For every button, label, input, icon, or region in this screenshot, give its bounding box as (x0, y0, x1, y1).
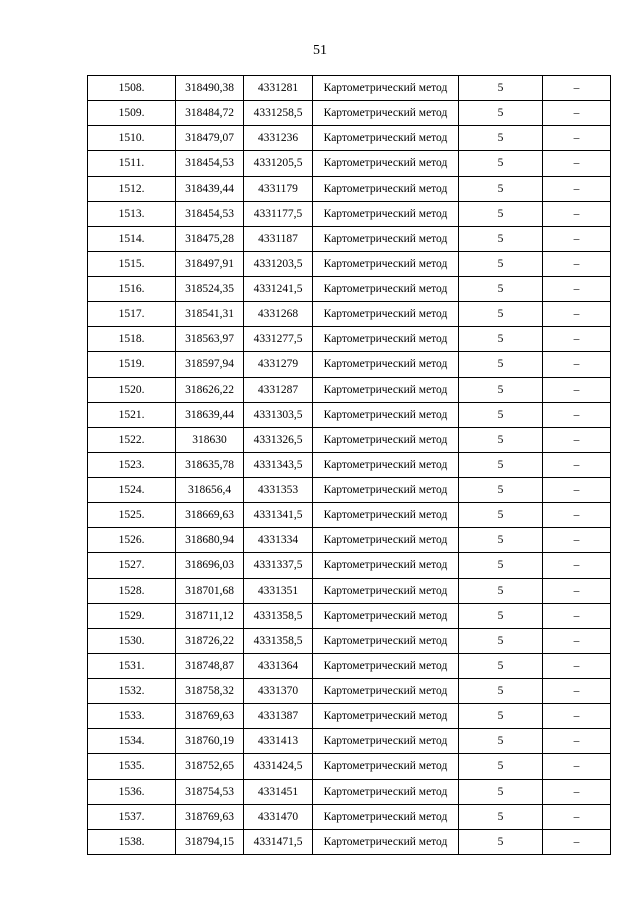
method-cell: Картометрический метод (313, 628, 459, 653)
coordinate-y-cell: 4331387 (244, 704, 313, 729)
note-cell: – (543, 704, 611, 729)
coordinate-x-cell: 318475,28 (176, 226, 244, 251)
table-row (88, 402, 611, 427)
note-cell: – (543, 176, 611, 201)
method-cell: Картометрический метод (313, 427, 459, 452)
note-cell: – (543, 126, 611, 151)
coordinate-x-cell: 318748,87 (176, 653, 244, 678)
accuracy-cell: 5 (459, 126, 543, 151)
coordinate-x-cell: 318497,91 (176, 251, 244, 276)
method-cell: Картометрический метод (313, 402, 459, 427)
table-row (88, 101, 611, 126)
coordinate-y-cell: 4331370 (244, 679, 313, 704)
accuracy-cell: 5 (459, 251, 543, 276)
coordinate-y-cell: 4331413 (244, 729, 313, 754)
method-cell: Картометрический метод (313, 754, 459, 779)
accuracy-cell: 5 (459, 352, 543, 377)
coordinate-x-cell: 318479,07 (176, 126, 244, 151)
note-cell: – (543, 101, 611, 126)
method-cell: Картометрический метод (313, 553, 459, 578)
coordinate-y-cell: 4331187 (244, 226, 313, 251)
method-cell: Картометрический метод (313, 679, 459, 704)
point-number-cell: 1520. (88, 377, 176, 402)
accuracy-cell: 5 (459, 427, 543, 452)
method-cell: Картометрический метод (313, 101, 459, 126)
accuracy-cell: 5 (459, 452, 543, 477)
coordinate-x-cell: 318680,94 (176, 528, 244, 553)
note-cell: – (543, 478, 611, 503)
table-row (88, 226, 611, 251)
table-row (88, 478, 611, 503)
table-row (88, 277, 611, 302)
coordinate-y-cell: 4331326,5 (244, 427, 313, 452)
method-cell: Картометрический метод (313, 452, 459, 477)
method-cell: Картометрический метод (313, 277, 459, 302)
point-number-cell: 1513. (88, 201, 176, 226)
coordinate-y-cell: 4331337,5 (244, 553, 313, 578)
coordinate-y-cell: 4331358,5 (244, 603, 313, 628)
coordinate-y-cell: 4331203,5 (244, 251, 313, 276)
coordinate-y-cell: 4331205,5 (244, 151, 313, 176)
table-row (88, 729, 611, 754)
note-cell: – (543, 151, 611, 176)
accuracy-cell: 5 (459, 804, 543, 829)
point-number-cell: 1524. (88, 478, 176, 503)
table-row (88, 528, 611, 553)
coordinate-x-cell: 318639,44 (176, 402, 244, 427)
note-cell: – (543, 226, 611, 251)
coordinate-x-cell: 318701,68 (176, 578, 244, 603)
coordinate-x-cell: 318439,44 (176, 176, 244, 201)
table-row (88, 377, 611, 402)
coordinate-x-cell: 318541,31 (176, 302, 244, 327)
point-number-cell: 1538. (88, 829, 176, 854)
coordinate-y-cell: 4331179 (244, 176, 313, 201)
accuracy-cell: 5 (459, 553, 543, 578)
accuracy-cell: 5 (459, 829, 543, 854)
coordinate-x-cell: 318563,97 (176, 327, 244, 352)
point-number-cell: 1519. (88, 352, 176, 377)
note-cell: – (543, 528, 611, 553)
note-cell: – (543, 804, 611, 829)
method-cell: Картометрический метод (313, 251, 459, 276)
note-cell: – (543, 829, 611, 854)
note-cell: – (543, 679, 611, 704)
table-body (88, 76, 611, 855)
point-number-cell: 1534. (88, 729, 176, 754)
method-cell: Картометрический метод (313, 779, 459, 804)
coordinate-x-cell: 318711,12 (176, 603, 244, 628)
note-cell: – (543, 653, 611, 678)
method-cell: Картометрический метод (313, 528, 459, 553)
coordinate-x-cell: 318794,15 (176, 829, 244, 854)
point-number-cell: 1528. (88, 578, 176, 603)
coordinate-x-cell: 318696,03 (176, 553, 244, 578)
coordinate-y-cell: 4331351 (244, 578, 313, 603)
accuracy-cell: 5 (459, 76, 543, 101)
table-row (88, 804, 611, 829)
note-cell: – (543, 327, 611, 352)
coordinate-x-cell: 318760,19 (176, 729, 244, 754)
table-row (88, 251, 611, 276)
note-cell: – (543, 452, 611, 477)
point-number-cell: 1508. (88, 76, 176, 101)
point-number-cell: 1515. (88, 251, 176, 276)
method-cell: Картометрический метод (313, 352, 459, 377)
note-cell: – (543, 754, 611, 779)
table-row (88, 653, 611, 678)
table-row (88, 603, 611, 628)
method-cell: Картометрический метод (313, 704, 459, 729)
accuracy-cell: 5 (459, 478, 543, 503)
note-cell: – (543, 302, 611, 327)
coordinate-x-cell: 318454,53 (176, 201, 244, 226)
note-cell: – (543, 352, 611, 377)
method-cell: Картометрический метод (313, 151, 459, 176)
accuracy-cell: 5 (459, 176, 543, 201)
table-row (88, 151, 611, 176)
point-number-cell: 1530. (88, 628, 176, 653)
method-cell: Картометрический метод (313, 804, 459, 829)
coordinate-y-cell: 4331364 (244, 653, 313, 678)
coordinate-y-cell: 4331424,5 (244, 754, 313, 779)
accuracy-cell: 5 (459, 226, 543, 251)
accuracy-cell: 5 (459, 628, 543, 653)
point-number-cell: 1514. (88, 226, 176, 251)
coordinate-y-cell: 4331268 (244, 302, 313, 327)
note-cell: – (543, 729, 611, 754)
coordinate-x-cell: 318752,65 (176, 754, 244, 779)
method-cell: Картометрический метод (313, 126, 459, 151)
note-cell: – (543, 76, 611, 101)
coordinate-x-cell: 318630 (176, 427, 244, 452)
coordinate-y-cell: 4331341,5 (244, 503, 313, 528)
coordinate-y-cell: 4331241,5 (244, 277, 313, 302)
coordinate-y-cell: 4331451 (244, 779, 313, 804)
coordinate-x-cell: 318484,72 (176, 101, 244, 126)
method-cell: Картометрический метод (313, 76, 459, 101)
coordinate-x-cell: 318758,32 (176, 679, 244, 704)
coordinate-y-cell: 4331471,5 (244, 829, 313, 854)
table-row (88, 302, 611, 327)
note-cell: – (543, 779, 611, 804)
accuracy-cell: 5 (459, 327, 543, 352)
accuracy-cell: 5 (459, 377, 543, 402)
method-cell: Картометрический метод (313, 377, 459, 402)
table-row (88, 679, 611, 704)
coordinate-x-cell: 318656,4 (176, 478, 244, 503)
coordinate-x-cell: 318626,22 (176, 377, 244, 402)
coordinate-x-cell: 318635,78 (176, 452, 244, 477)
table-row (88, 76, 611, 101)
accuracy-cell: 5 (459, 201, 543, 226)
table-row (88, 779, 611, 804)
page-number: 51 (313, 43, 327, 58)
note-cell: – (543, 201, 611, 226)
coordinate-x-cell: 318490,38 (176, 76, 244, 101)
table-row (88, 327, 611, 352)
method-cell: Картометрический метод (313, 653, 459, 678)
method-cell: Картометрический метод (313, 729, 459, 754)
table-row (88, 352, 611, 377)
coordinate-x-cell: 318769,63 (176, 804, 244, 829)
point-number-cell: 1512. (88, 176, 176, 201)
note-cell: – (543, 402, 611, 427)
accuracy-cell: 5 (459, 101, 543, 126)
accuracy-cell: 5 (459, 503, 543, 528)
point-number-cell: 1535. (88, 754, 176, 779)
point-number-cell: 1521. (88, 402, 176, 427)
point-number-cell: 1533. (88, 704, 176, 729)
coordinate-y-cell: 4331358,5 (244, 628, 313, 653)
table-row (88, 503, 611, 528)
point-number-cell: 1526. (88, 528, 176, 553)
coordinate-x-cell: 318754,53 (176, 779, 244, 804)
coordinate-x-cell: 318726,22 (176, 628, 244, 653)
method-cell: Картометрический метод (313, 478, 459, 503)
coordinate-y-cell: 4331287 (244, 377, 313, 402)
table-row (88, 754, 611, 779)
coordinate-y-cell: 4331279 (244, 352, 313, 377)
point-number-cell: 1523. (88, 452, 176, 477)
accuracy-cell: 5 (459, 653, 543, 678)
coordinate-x-cell: 318454,53 (176, 151, 244, 176)
coordinate-y-cell: 4331353 (244, 478, 313, 503)
accuracy-cell: 5 (459, 704, 543, 729)
coordinate-y-cell: 4331470 (244, 804, 313, 829)
point-number-cell: 1529. (88, 603, 176, 628)
method-cell: Картометрический метод (313, 176, 459, 201)
point-number-cell: 1527. (88, 553, 176, 578)
method-cell: Картометрический метод (313, 327, 459, 352)
accuracy-cell: 5 (459, 603, 543, 628)
coordinate-y-cell: 4331334 (244, 528, 313, 553)
point-number-cell: 1525. (88, 503, 176, 528)
method-cell: Картометрический метод (313, 578, 459, 603)
method-cell: Картометрический метод (313, 829, 459, 854)
coordinate-y-cell: 4331258,5 (244, 101, 313, 126)
method-cell: Картометрический метод (313, 201, 459, 226)
point-number-cell: 1531. (88, 653, 176, 678)
table-row (88, 452, 611, 477)
coordinate-y-cell: 4331281 (244, 76, 313, 101)
coordinate-y-cell: 4331303,5 (244, 402, 313, 427)
point-number-cell: 1516. (88, 277, 176, 302)
point-number-cell: 1536. (88, 779, 176, 804)
point-number-cell: 1517. (88, 302, 176, 327)
accuracy-cell: 5 (459, 578, 543, 603)
note-cell: – (543, 628, 611, 653)
method-cell: Картометрический метод (313, 226, 459, 251)
accuracy-cell: 5 (459, 277, 543, 302)
coordinate-y-cell: 4331236 (244, 126, 313, 151)
note-cell: – (543, 603, 611, 628)
coordinate-y-cell: 4331343,5 (244, 452, 313, 477)
accuracy-cell: 5 (459, 729, 543, 754)
table-row (88, 201, 611, 226)
method-cell: Картометрический метод (313, 603, 459, 628)
table-row (88, 553, 611, 578)
note-cell: – (543, 377, 611, 402)
note-cell: – (543, 503, 611, 528)
note-cell: – (543, 553, 611, 578)
table-row (88, 427, 611, 452)
accuracy-cell: 5 (459, 679, 543, 704)
accuracy-cell: 5 (459, 302, 543, 327)
point-number-cell: 1532. (88, 679, 176, 704)
coordinate-x-cell: 318597,94 (176, 352, 244, 377)
point-number-cell: 1511. (88, 151, 176, 176)
coordinate-x-cell: 318524,35 (176, 277, 244, 302)
point-number-cell: 1537. (88, 804, 176, 829)
note-cell: – (543, 277, 611, 302)
table-row (88, 578, 611, 603)
coordinates-table (87, 75, 611, 855)
point-number-cell: 1518. (88, 327, 176, 352)
table-row (88, 829, 611, 854)
table-row (88, 628, 611, 653)
note-cell: – (543, 427, 611, 452)
accuracy-cell: 5 (459, 754, 543, 779)
table-row (88, 176, 611, 201)
note-cell: – (543, 251, 611, 276)
table-row (88, 126, 611, 151)
coordinate-y-cell: 4331277,5 (244, 327, 313, 352)
accuracy-cell: 5 (459, 779, 543, 804)
accuracy-cell: 5 (459, 528, 543, 553)
coordinate-x-cell: 318769,63 (176, 704, 244, 729)
point-number-cell: 1510. (88, 126, 176, 151)
accuracy-cell: 5 (459, 151, 543, 176)
table-row (88, 704, 611, 729)
method-cell: Картометрический метод (313, 302, 459, 327)
coordinate-x-cell: 318669,63 (176, 503, 244, 528)
coordinate-y-cell: 4331177,5 (244, 201, 313, 226)
accuracy-cell: 5 (459, 402, 543, 427)
note-cell: – (543, 578, 611, 603)
point-number-cell: 1509. (88, 101, 176, 126)
point-number-cell: 1522. (88, 427, 176, 452)
method-cell: Картометрический метод (313, 503, 459, 528)
